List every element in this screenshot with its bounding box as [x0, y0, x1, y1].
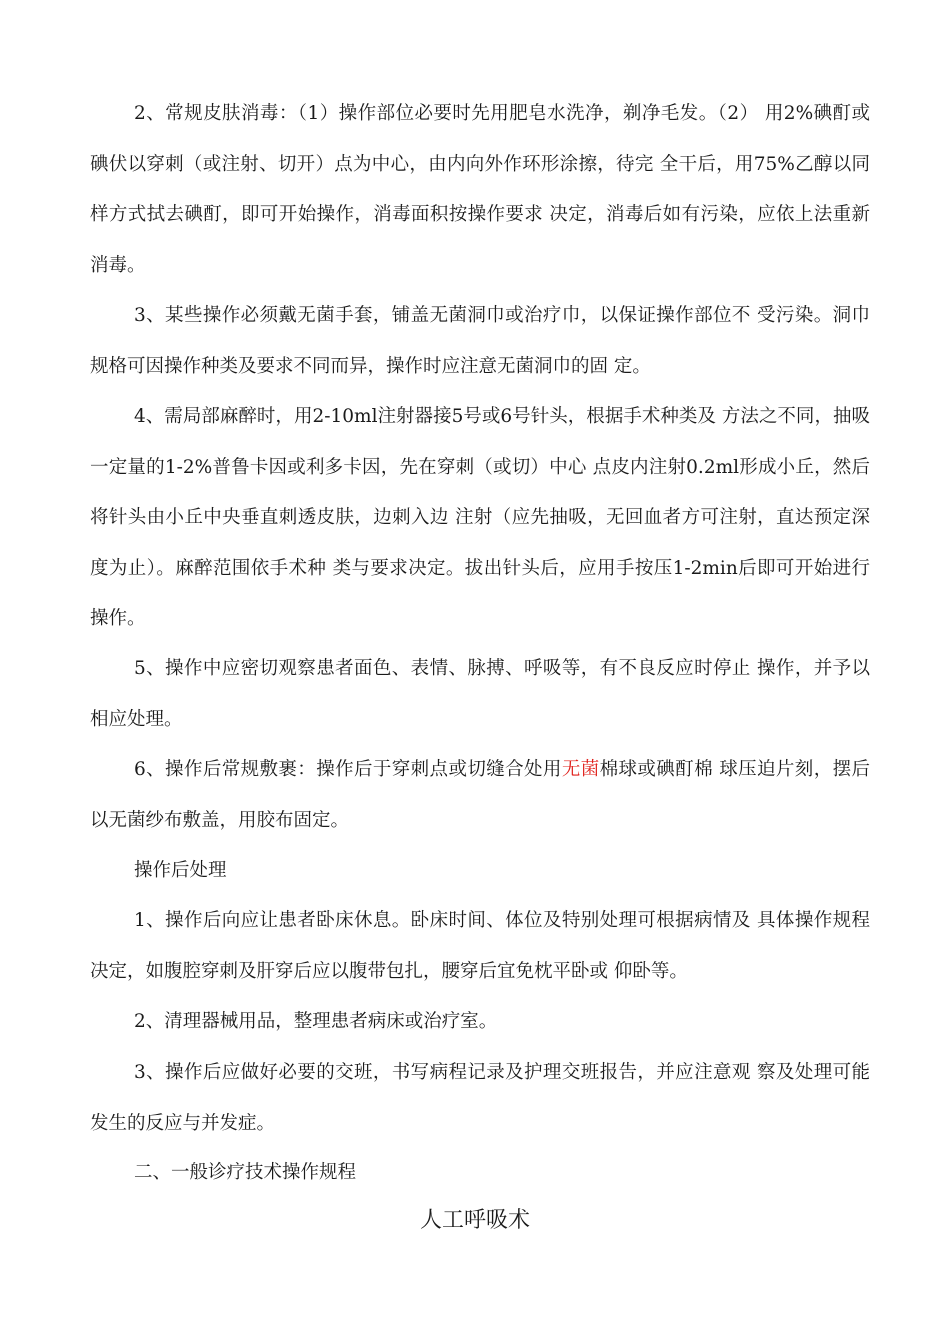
paragraph-clean-instruments: 2、清理器械用品，整理患者病床或治疗室。 [134, 1011, 498, 1032]
highlighted-text-sterile: 无菌 [561, 759, 600, 780]
paragraph-local-anesthesia: 4、需局部麻醉时，用2-10ml注射器接5号或6号针头，根据手术种类及 方法之不同，抽吸一定量的1-2%普鲁卡因或利多卡因，先在穿刺（或切）中心 点皮内注射0.2ml形成小丘，然后将针头由小丘中央垂直刺透皮肤，边刺入边 注射（应先抽吸，无回血者方可注射，直达预定深度为止）。麻醉范围依手术种 类与要求决定。拔出针头后，应用手按压1-2min后即可开始进行操作。 [90, 406, 870, 629]
section-heading-post-operation: 操作后处理 [134, 860, 227, 881]
paragraph-dressing-text-end: 棉球或碘酊棉 球压迫片刻，摆后以无菌纱布敷盖，用胶布固定。 [90, 759, 870, 831]
paragraph-handover: 3、操作后应做好必要的交班，书写病程记录及护理交班报告，并应注意观 察及处理可能发生的反应与并发症。 [90, 1062, 870, 1134]
paragraph-skin-disinfection: 2、常规皮肤消毒：（1）操作部位必要时先用肥皂水洗净，剃净毛发。（2） 用2%碘酊或碘伏以穿刺（或注射、切开）点为中心，由内向外作环形涂擦，待完 全干后，用75%乙醇以同样方式拭去碘酊，即可开始操作，消毒面积按操作要求 决定，消毒后如有污染，应依上法重新消毒。 [90, 103, 870, 276]
paragraph-dressing-text-start: 6、操作后常规敷裹：操作后于穿刺点或切缝合处用 [134, 759, 562, 780]
document-title-artificial-respiration: 人工呼吸术 [419, 1208, 530, 1233]
paragraph-sterile-gloves: 3、某些操作必须戴无菌手套，铺盖无菌洞巾或治疗巾，以保证操作部位不 受污染。洞巾规格可因操作种类及要求不同而异，操作时应注意无菌洞巾的固 定。 [90, 305, 870, 377]
paragraph-bed-rest: 1、操作后向应让患者卧床休息。卧床时间、体位及特别处理可根据病情及 具体操作规程决定，如腹腔穿刺及肝穿后应以腹带包扎，腰穿后宜免枕平卧或 仰卧等。 [90, 910, 870, 982]
paragraph-dressing [90, 745, 870, 846]
paragraph-observation [90, 644, 870, 745]
section-heading-general-procedures: 二、一般诊疗技术操作规程 [134, 1162, 357, 1183]
paragraph-observation-text: 5、操作中应密切观察患者面色、表情、脉搏、呼吸等，有不良反应时停止 操作，并予以相应处理。 [90, 658, 870, 730]
